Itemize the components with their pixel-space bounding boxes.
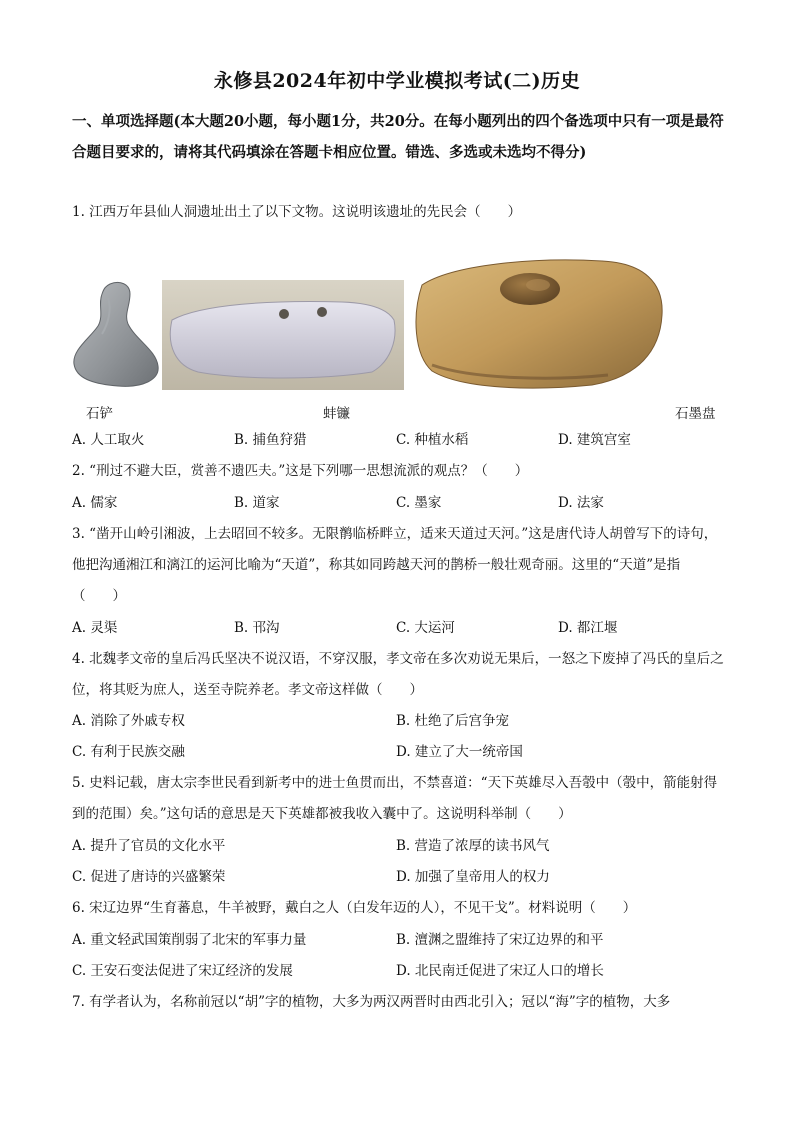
section-heading: 一、单项选择题(本大题20小题，每小题1分，共20分。在每小题列出的四个备选项中只有一项是最符合题目要求的，请将其代码填涂在答题卡相应位置。错选、多选或未选均不得分) [72,113,724,161]
q2-option-b[interactable]: B. 道家 [234,495,280,511]
q4-option-d[interactable]: D. 建立了大一统帝国 [396,744,523,760]
q2-option-d[interactable]: D. 法家 [558,495,604,511]
question-6-stem: 6. 宋辽边界“生育蕃息，牛羊被野，戴白之人（白发年迈的人），不见干戈”。材料说明（ ） [72,900,637,916]
q5-option-c[interactable]: C. 促进了唐诗的兴盛繁荣 [72,869,226,885]
q4-option-c[interactable]: C. 有利于民族交融 [72,744,185,760]
q2-option-a[interactable]: A. 儒家 [72,495,118,511]
question-4-stem: 4. 北魏孝文帝的皇后冯氏坚决不说汉语，不穿汉服，孝文帝在多次劝说无果后，一怒之下废掉了冯氏的皇后之位，将其贬为庶人，送至寺院养老。孝文帝这样做（ ） [72,651,724,698]
caption-grinding-stone: 石墨盘 [675,406,716,422]
q4-option-a[interactable]: A. 消除了外戚专权 [72,713,185,729]
q5-option-a[interactable]: A. 提升了官员的文化水平 [72,838,226,854]
q2-option-c[interactable]: C. 墨家 [396,495,442,511]
q3-option-a[interactable]: A. 灵渠 [72,620,118,636]
q1-option-d[interactable]: D. 建筑宫室 [558,432,631,448]
q4-option-b[interactable]: B. 杜绝了后宫争宠 [396,713,510,729]
question-2-stem: 2. “刑过不避大臣，赏善不遗匹夫。”这是下列哪一思想流派的观点？（ ） [72,463,529,479]
stone-shovel-image [72,280,160,390]
q3-option-b[interactable]: B. 邗沟 [234,620,280,636]
q3-option-d[interactable]: D. 都江堰 [558,620,618,636]
question-3-stem: 3. “凿开山岭引湘波，上去昭回不较多。无限鹡临桥畔立，适来天道过天河。”这是唐代诗人胡曾写下的诗句，他把沟通湘江和漓江的运河比喻为“天道”，称其如同跨越天河的鹊桥一般壮观奇丽。这里的“天道”是指（ ） [72,526,718,604]
caption-shell-sickle: 蚌镰 [323,406,350,422]
q5-option-d[interactable]: D. 加强了皇帝用人的权力 [396,869,550,885]
q1-option-c[interactable]: C. 种植水稻 [396,432,469,448]
q3-option-c[interactable]: C. 大运河 [396,620,455,636]
q6-option-d[interactable]: D. 北民南迁促进了宋辽人口的增长 [396,963,604,979]
grinding-stone-image [412,255,668,391]
q6-option-b[interactable]: B. 澶渊之盟维持了宋辽边界的和平 [396,932,604,948]
question-1-stem: 1. 江西万年县仙人洞遗址出土了以下文物。这说明该遗址的先民会（ ） [72,204,522,220]
question-5-stem: 5. 史料记载，唐太宗李世民看到新考中的进士鱼贯而出，不禁喜道：“天下英雄尽入吾彀中（彀中，箭能射得到的范围）矣。”这句话的意思是天下英雄都被我收入囊中了。这说明科举制（ ） [72,775,718,822]
question-7-stem: 7. 有学者认为，名称前冠以“胡”字的植物，大多为两汉两晋时由西北引入；冠以“海”字的植物，大多 [72,994,671,1010]
q6-option-a[interactable]: A. 重文轻武国策削弱了北宋的军事力量 [72,932,307,948]
q1-option-a[interactable]: A. 人工取火 [72,432,145,448]
shell-sickle-image [162,280,404,390]
q5-option-b[interactable]: B. 营造了浓厚的读书风气 [396,838,550,854]
caption-stone-shovel: 石铲 [86,406,113,422]
q6-option-c[interactable]: C. 王安石变法促进了宋辽经济的发展 [72,963,293,979]
q1-option-b[interactable]: B. 捕鱼狩猎 [234,432,307,448]
exam-title: 永修县2024年初中学业模拟考试(二)历史 [213,70,581,92]
